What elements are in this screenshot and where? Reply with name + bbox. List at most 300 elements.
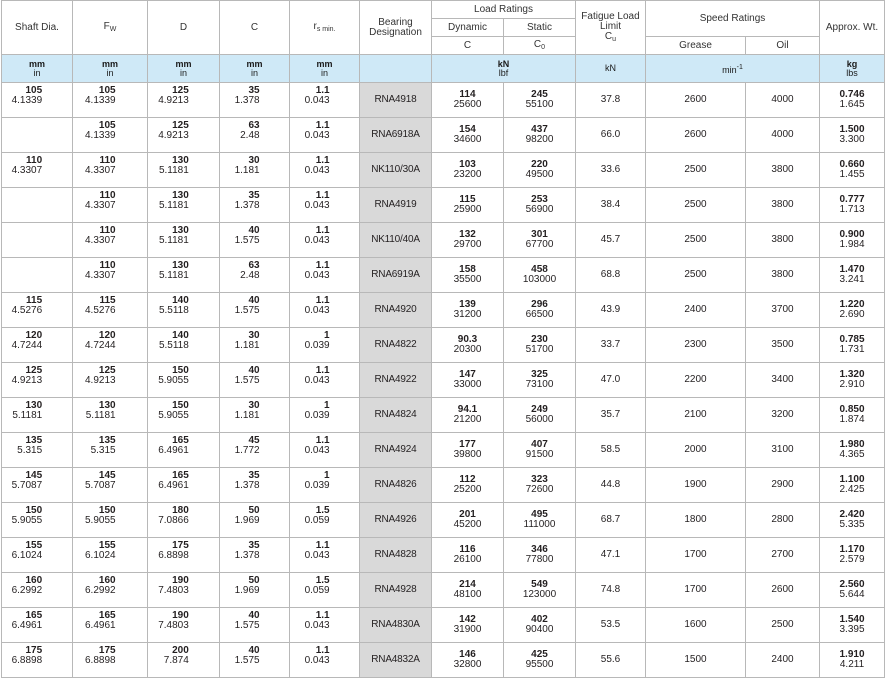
cell-static-c0-lbf: 98200 bbox=[525, 134, 554, 145]
cell-rs-min-imperial: 0.043 bbox=[304, 375, 330, 386]
cell-grease: 1700 bbox=[646, 573, 746, 608]
cell-fw-imperial: 6.2992 bbox=[85, 585, 116, 596]
cell-wt-lbs: 1.984 bbox=[839, 239, 865, 250]
cell-rs-min bbox=[290, 328, 360, 363]
cell-rs-min-imperial: 0.059 bbox=[304, 515, 330, 526]
cell-approx-wt bbox=[820, 293, 885, 328]
cell-rs-min-metric: 1.1 bbox=[315, 155, 330, 166]
header-speed-ratings: Speed Ratings bbox=[646, 1, 820, 37]
cell-d bbox=[148, 573, 220, 608]
cell-approx-wt bbox=[820, 188, 885, 223]
cell-d bbox=[148, 433, 220, 468]
cell-fw-imperial: 4.3307 bbox=[85, 270, 116, 281]
header-static-c0 bbox=[504, 37, 576, 55]
cell-shaft-dia bbox=[2, 118, 73, 153]
header-shaft-dia: Shaft Dia. bbox=[2, 1, 73, 55]
cell-c-imperial: 1.181 bbox=[234, 165, 260, 176]
unit-speed-sup: -1 bbox=[736, 63, 743, 71]
cell-bearing-designation: RNA4822 bbox=[360, 328, 432, 363]
cell-bearing-designation: RNA4918 bbox=[360, 83, 432, 118]
cell-wt-lbs: 2.579 bbox=[839, 554, 865, 565]
cell-static-c0 bbox=[504, 643, 576, 678]
table-row bbox=[2, 398, 885, 433]
cell-rs-min-metric: 1.1 bbox=[315, 190, 330, 201]
cell-shaft-dia bbox=[2, 293, 73, 328]
cell-c bbox=[220, 398, 290, 433]
cell-shaft-dia bbox=[2, 328, 73, 363]
cell-static-c0-kn: 245 bbox=[531, 89, 548, 100]
cell-shaft-dia bbox=[2, 188, 73, 223]
cell-rs-min-metric: 1.1 bbox=[315, 260, 330, 271]
cell-d-metric: 165 bbox=[172, 470, 189, 481]
header-static-c0-label: C bbox=[533, 39, 542, 50]
cell-static-c0 bbox=[504, 433, 576, 468]
cell-fw bbox=[73, 223, 148, 258]
cell-rs-min bbox=[290, 643, 360, 678]
cell-static-c0-lbf: 91500 bbox=[525, 449, 554, 460]
cell-fatigue-cu: 35.7 bbox=[576, 398, 646, 433]
cell-shaft-dia-imperial: 5.9055 bbox=[11, 515, 43, 526]
cell-c-imperial: 1.378 bbox=[234, 480, 260, 491]
unit-wt bbox=[820, 55, 885, 83]
table-row bbox=[2, 118, 885, 153]
header-fatigue-load-limit bbox=[576, 1, 646, 55]
cell-c-metric: 40 bbox=[248, 645, 260, 656]
table-row bbox=[2, 293, 885, 328]
cell-rs-min bbox=[290, 573, 360, 608]
cell-rs-min-imperial: 0.043 bbox=[304, 235, 330, 246]
cell-fw-imperial: 4.1339 bbox=[85, 95, 116, 106]
cell-d-metric: 125 bbox=[172, 85, 189, 96]
cell-dynamic-c bbox=[432, 118, 504, 153]
cell-static-c0 bbox=[504, 118, 576, 153]
cell-d-imperial: 5.1181 bbox=[158, 235, 189, 246]
cell-fw bbox=[73, 608, 148, 643]
cell-c bbox=[220, 643, 290, 678]
cell-fw-imperial: 4.3307 bbox=[85, 200, 116, 211]
cell-grease: 2000 bbox=[646, 433, 746, 468]
cell-d bbox=[148, 258, 220, 293]
cell-rs-min bbox=[290, 258, 360, 293]
cell-static-c0 bbox=[504, 328, 576, 363]
cell-fatigue-cu: 55.6 bbox=[576, 643, 646, 678]
cell-shaft-dia-metric: 120 bbox=[25, 330, 43, 341]
header-grease: Grease bbox=[646, 37, 746, 55]
cell-wt-lbs: 1.731 bbox=[839, 344, 865, 355]
cell-fw-metric: 155 bbox=[98, 540, 116, 551]
cell-dynamic-c bbox=[432, 468, 504, 503]
cell-static-c0-lbf: 73100 bbox=[525, 379, 554, 390]
cell-oil: 2600 bbox=[746, 573, 820, 608]
cell-fw bbox=[73, 573, 148, 608]
cell-shaft-dia-metric: 160 bbox=[25, 575, 43, 586]
cell-d-metric: 140 bbox=[172, 330, 189, 341]
cell-grease: 2500 bbox=[646, 153, 746, 188]
unit-fw bbox=[73, 55, 148, 83]
cell-fatigue-cu: 44.8 bbox=[576, 468, 646, 503]
cell-d-metric: 130 bbox=[172, 155, 189, 166]
cell-c bbox=[220, 538, 290, 573]
cell-shaft-dia-metric: 150 bbox=[25, 505, 43, 516]
cell-dynamic-c-lbf: 39800 bbox=[453, 449, 482, 460]
cell-grease: 2600 bbox=[646, 83, 746, 118]
cell-shaft-dia-metric: 165 bbox=[25, 610, 43, 621]
cell-dynamic-c bbox=[432, 258, 504, 293]
cell-wt-lbs: 3.300 bbox=[839, 134, 865, 145]
cell-shaft-dia-metric: 115 bbox=[26, 295, 43, 306]
cell-d-imperial: 7.4803 bbox=[158, 585, 189, 596]
cell-static-c0-lbf: 111000 bbox=[523, 519, 556, 530]
cell-dynamic-c-kn: 154 bbox=[459, 124, 476, 135]
cell-shaft-dia-imperial: 5.7087 bbox=[11, 480, 43, 491]
cell-wt-lbs: 1.455 bbox=[839, 169, 865, 180]
cell-c-imperial: 1.378 bbox=[234, 550, 260, 561]
cell-fw-metric: 130 bbox=[98, 400, 116, 411]
cell-static-c0-kn: 325 bbox=[531, 369, 548, 380]
bearing-spec-table bbox=[1, 0, 885, 678]
cell-c bbox=[220, 573, 290, 608]
cell-shaft-dia bbox=[2, 503, 73, 538]
cell-wt-lbs: 4.365 bbox=[839, 449, 865, 460]
cell-rs-min-metric: 1.1 bbox=[315, 85, 330, 96]
cell-fw-metric: 105 bbox=[98, 85, 116, 96]
cell-bearing-designation: RNA4924 bbox=[360, 433, 432, 468]
cell-fw-imperial: 6.4961 bbox=[85, 620, 116, 631]
cell-c bbox=[220, 503, 290, 538]
cell-shaft-dia bbox=[2, 433, 73, 468]
cell-static-c0-kn: 346 bbox=[531, 544, 548, 555]
cell-d bbox=[148, 293, 220, 328]
unit-shaft-in: in bbox=[33, 67, 41, 78]
cell-dynamic-c-lbf: 35500 bbox=[453, 274, 482, 285]
cell-c-metric: 45 bbox=[248, 435, 260, 446]
cell-fatigue-cu: 66.0 bbox=[576, 118, 646, 153]
cell-approx-wt bbox=[820, 503, 885, 538]
cell-shaft-dia bbox=[2, 538, 73, 573]
cell-static-c0-lbf: 77800 bbox=[525, 554, 554, 565]
unit-fatigue: kN bbox=[576, 55, 646, 83]
cell-dynamic-c-kn: 201 bbox=[459, 509, 476, 520]
cell-d-imperial: 6.4961 bbox=[158, 480, 189, 491]
cell-shaft-dia bbox=[2, 223, 73, 258]
cell-shaft-dia-imperial: 5.1181 bbox=[12, 410, 43, 421]
cell-dynamic-c bbox=[432, 608, 504, 643]
cell-dynamic-c-kn: 103 bbox=[459, 159, 476, 170]
cell-static-c0 bbox=[504, 153, 576, 188]
unit-rs bbox=[290, 55, 360, 83]
cell-fw-metric: 120 bbox=[98, 330, 116, 341]
cell-wt-kg: 0.746 bbox=[839, 89, 865, 100]
cell-dynamic-c-kn: 142 bbox=[459, 614, 476, 625]
cell-shaft-dia-imperial: 4.3307 bbox=[11, 165, 43, 176]
cell-fatigue-cu: 43.9 bbox=[576, 293, 646, 328]
cell-grease: 2200 bbox=[646, 363, 746, 398]
cell-shaft-dia bbox=[2, 608, 73, 643]
cell-rs-min-metric: 1.1 bbox=[315, 120, 330, 131]
cell-shaft-dia bbox=[2, 153, 73, 188]
cell-dynamic-c bbox=[432, 433, 504, 468]
cell-bearing-designation: RNA6918A bbox=[360, 118, 432, 153]
header-rs-label: r bbox=[313, 21, 317, 32]
cell-c-metric: 30 bbox=[248, 155, 260, 166]
cell-shaft-dia-metric bbox=[2, 223, 42, 226]
cell-fw-imperial: 4.1339 bbox=[85, 130, 116, 141]
cell-static-c0-kn: 230 bbox=[531, 334, 548, 345]
cell-fw bbox=[73, 258, 148, 293]
table-row bbox=[2, 83, 885, 118]
cell-oil: 3400 bbox=[746, 363, 820, 398]
cell-fw-imperial: 5.315 bbox=[90, 445, 116, 456]
cell-fw bbox=[73, 118, 148, 153]
cell-approx-wt bbox=[820, 398, 885, 433]
cell-rs-min-metric: 1 bbox=[324, 330, 330, 341]
cell-static-c0-kn: 253 bbox=[531, 194, 548, 205]
cell-dynamic-c-kn: 158 bbox=[459, 264, 476, 275]
cell-wt-kg: 1.500 bbox=[839, 124, 865, 135]
unit-d-in: in bbox=[179, 67, 187, 78]
cell-approx-wt bbox=[820, 328, 885, 363]
header-fatigue-label: Fatigue Load Limit bbox=[581, 11, 640, 32]
cell-d-imperial: 7.874 bbox=[163, 655, 189, 666]
cell-fw-metric: 110 bbox=[99, 225, 116, 236]
cell-shaft-dia-metric: 135 bbox=[25, 435, 43, 446]
cell-static-c0-kn: 425 bbox=[531, 649, 548, 660]
cell-c-imperial: 1.181 bbox=[234, 340, 260, 351]
cell-c-imperial: 1.575 bbox=[234, 235, 260, 246]
cell-c-metric: 35 bbox=[248, 85, 260, 96]
cell-d bbox=[148, 538, 220, 573]
cell-wt-kg: 2.420 bbox=[839, 509, 865, 520]
cell-rs-min-imperial: 0.039 bbox=[304, 480, 330, 491]
unit-wt-kg: kg bbox=[846, 58, 858, 69]
cell-shaft-dia bbox=[2, 398, 73, 433]
cell-c-imperial: 1.772 bbox=[234, 445, 260, 456]
cell-rs-min-imperial: 0.039 bbox=[304, 410, 330, 421]
unit-load-lbf: lbf bbox=[498, 67, 509, 78]
header-approx-wt: Approx. Wt. bbox=[820, 1, 885, 55]
cell-c bbox=[220, 363, 290, 398]
table-row bbox=[2, 503, 885, 538]
cell-wt-lbs: 5.644 bbox=[839, 589, 865, 600]
cell-c-metric: 35 bbox=[248, 190, 260, 201]
cell-dynamic-c bbox=[432, 573, 504, 608]
cell-wt-kg: 1.470 bbox=[839, 264, 865, 275]
cell-approx-wt bbox=[820, 538, 885, 573]
cell-dynamic-c-lbf: 25600 bbox=[453, 99, 482, 110]
cell-dynamic-c-lbf: 26100 bbox=[453, 554, 482, 565]
cell-dynamic-c-lbf: 31900 bbox=[453, 624, 482, 635]
cell-wt-lbs: 3.395 bbox=[839, 624, 865, 635]
cell-d-imperial: 5.9055 bbox=[158, 410, 189, 421]
cell-dynamic-c-lbf: 34600 bbox=[453, 134, 482, 145]
cell-fw-imperial: 6.8898 bbox=[85, 655, 116, 666]
cell-oil: 4000 bbox=[746, 118, 820, 153]
cell-c bbox=[220, 433, 290, 468]
cell-rs-min-metric: 1.1 bbox=[315, 645, 330, 656]
cell-d-imperial: 5.9055 bbox=[158, 375, 189, 386]
cell-oil: 2700 bbox=[746, 538, 820, 573]
table-row bbox=[2, 363, 885, 398]
cell-static-c0 bbox=[504, 503, 576, 538]
cell-fw-metric: 115 bbox=[99, 295, 116, 306]
cell-c-metric: 50 bbox=[248, 575, 260, 586]
cell-wt-kg: 1.320 bbox=[839, 369, 865, 380]
header-fatigue-cu bbox=[576, 32, 645, 43]
cell-static-c0-lbf: 67700 bbox=[525, 239, 554, 250]
cell-c-metric: 35 bbox=[248, 470, 260, 481]
cell-rs-min bbox=[290, 153, 360, 188]
cell-rs-min-imperial: 0.059 bbox=[304, 585, 330, 596]
cell-static-c0-kn: 437 bbox=[531, 124, 548, 135]
cell-d-imperial: 5.1181 bbox=[158, 270, 189, 281]
cell-dynamic-c-kn: 139 bbox=[459, 299, 476, 310]
cell-fatigue-cu: 53.5 bbox=[576, 608, 646, 643]
cell-d-metric: 175 bbox=[172, 540, 189, 551]
cell-oil: 2400 bbox=[746, 643, 820, 678]
cell-fatigue-cu: 37.8 bbox=[576, 83, 646, 118]
unit-rs-in: in bbox=[320, 67, 328, 78]
cell-d-metric: 150 bbox=[172, 365, 189, 376]
cell-oil: 2500 bbox=[746, 608, 820, 643]
cell-d bbox=[148, 643, 220, 678]
cell-d-imperial: 4.9213 bbox=[158, 130, 189, 141]
cell-fatigue-cu: 74.8 bbox=[576, 573, 646, 608]
cell-grease: 2500 bbox=[646, 223, 746, 258]
unit-wt-lbs: lbs bbox=[846, 67, 858, 78]
cell-d bbox=[148, 83, 220, 118]
table-row bbox=[2, 468, 885, 503]
cell-fw-imperial: 5.1181 bbox=[85, 410, 116, 421]
cell-d bbox=[148, 188, 220, 223]
cell-shaft-dia-imperial: 6.1024 bbox=[11, 550, 43, 561]
cell-c-imperial: 1.575 bbox=[234, 620, 260, 631]
cell-shaft-dia-imperial: 6.8898 bbox=[11, 655, 43, 666]
cell-static-c0-kn: 296 bbox=[531, 299, 548, 310]
header-fatigue-cu-label: C bbox=[604, 31, 613, 42]
cell-bearing-designation: RNA4826 bbox=[360, 468, 432, 503]
cell-dynamic-c-lbf: 20300 bbox=[453, 344, 482, 355]
cell-c-imperial: 1.378 bbox=[234, 95, 260, 106]
cell-rs-min-metric: 1.1 bbox=[315, 365, 330, 376]
cell-dynamic-c-kn: 94.1 bbox=[457, 404, 478, 415]
cell-shaft-dia-metric bbox=[2, 188, 42, 191]
cell-static-c0-kn: 301 bbox=[531, 229, 548, 240]
cell-wt-kg: 0.900 bbox=[839, 229, 865, 240]
cell-dynamic-c-lbf: 23200 bbox=[453, 169, 482, 180]
cell-oil: 4000 bbox=[746, 83, 820, 118]
cell-shaft-dia-metric: 110 bbox=[26, 155, 43, 166]
unit-shaft-mm: mm bbox=[28, 58, 45, 69]
header-static: Static bbox=[504, 19, 576, 37]
cell-static-c0-lbf: 56900 bbox=[525, 204, 554, 215]
cell-d-metric: 180 bbox=[172, 505, 189, 516]
cell-fatigue-cu: 68.8 bbox=[576, 258, 646, 293]
cell-dynamic-c-kn: 114 bbox=[459, 89, 476, 100]
unit-rs-mm: mm bbox=[316, 58, 333, 69]
cell-fw bbox=[73, 328, 148, 363]
cell-static-c0 bbox=[504, 188, 576, 223]
cell-rs-min bbox=[290, 608, 360, 643]
cell-bearing-designation: RNA4920 bbox=[360, 293, 432, 328]
cell-fw-metric: 175 bbox=[98, 645, 116, 656]
header-load-ratings: Load Ratings bbox=[432, 1, 576, 19]
unit-shaft bbox=[2, 55, 73, 83]
cell-shaft-dia-imperial: 4.7244 bbox=[11, 340, 43, 351]
cell-d bbox=[148, 223, 220, 258]
cell-c bbox=[220, 608, 290, 643]
cell-shaft-dia bbox=[2, 573, 73, 608]
cell-rs-min-imperial: 0.043 bbox=[304, 620, 330, 631]
unit-designation bbox=[360, 55, 432, 83]
cell-wt-lbs: 3.241 bbox=[839, 274, 865, 285]
cell-d bbox=[148, 608, 220, 643]
cell-wt-kg: 1.220 bbox=[839, 299, 865, 310]
cell-static-c0-lbf: 55100 bbox=[525, 99, 554, 110]
cell-fw-metric: 110 bbox=[99, 155, 116, 166]
cell-fw bbox=[73, 468, 148, 503]
cell-d bbox=[148, 503, 220, 538]
cell-static-c0 bbox=[504, 258, 576, 293]
cell-c-metric: 40 bbox=[248, 365, 260, 376]
cell-d-imperial: 4.9213 bbox=[158, 95, 189, 106]
cell-rs-min-metric: 1.5 bbox=[315, 575, 330, 586]
cell-dynamic-c bbox=[432, 363, 504, 398]
cell-dynamic-c bbox=[432, 643, 504, 678]
cell-rs-min bbox=[290, 398, 360, 433]
cell-fw bbox=[73, 433, 148, 468]
cell-d bbox=[148, 363, 220, 398]
cell-static-c0 bbox=[504, 608, 576, 643]
cell-fw-metric: 125 bbox=[98, 365, 116, 376]
cell-d-metric: 165 bbox=[172, 435, 189, 446]
cell-bearing-designation: RNA4919 bbox=[360, 188, 432, 223]
cell-rs-min bbox=[290, 538, 360, 573]
cell-c bbox=[220, 223, 290, 258]
cell-d-imperial: 7.0866 bbox=[158, 515, 189, 526]
cell-static-c0-lbf: 103000 bbox=[522, 274, 557, 285]
cell-dynamic-c bbox=[432, 293, 504, 328]
cell-c-metric: 40 bbox=[248, 610, 260, 621]
cell-wt-lbs: 2.910 bbox=[839, 379, 865, 390]
cell-rs-min-metric: 1.1 bbox=[315, 435, 330, 446]
cell-static-c0-lbf: 51700 bbox=[525, 344, 554, 355]
cell-static-c0-lbf: 49500 bbox=[525, 169, 554, 180]
cell-rs-min-metric: 1.1 bbox=[315, 540, 330, 551]
header-fatigue-cu-sub: u bbox=[612, 36, 617, 43]
cell-c-metric: 63 bbox=[248, 260, 260, 271]
cell-oil: 3700 bbox=[746, 293, 820, 328]
unit-c bbox=[220, 55, 290, 83]
cell-shaft-dia-imperial: 5.315 bbox=[17, 445, 43, 456]
cell-grease: 1500 bbox=[646, 643, 746, 678]
cell-oil: 3800 bbox=[746, 153, 820, 188]
header-rs-sub: s min. bbox=[316, 26, 336, 33]
table-row bbox=[2, 153, 885, 188]
cell-dynamic-c-lbf: 33000 bbox=[453, 379, 482, 390]
cell-approx-wt bbox=[820, 83, 885, 118]
cell-approx-wt bbox=[820, 363, 885, 398]
cell-rs-min-imperial: 0.039 bbox=[304, 340, 330, 351]
table-row bbox=[2, 573, 885, 608]
cell-static-c0 bbox=[504, 223, 576, 258]
cell-oil: 2800 bbox=[746, 503, 820, 538]
cell-bearing-designation: NK110/40A bbox=[360, 223, 432, 258]
cell-fw bbox=[73, 153, 148, 188]
cell-wt-kg: 1.100 bbox=[839, 474, 865, 485]
cell-bearing-designation: RNA4832A bbox=[360, 643, 432, 678]
cell-d-imperial: 7.4803 bbox=[158, 620, 189, 631]
cell-dynamic-c-lbf: 32800 bbox=[453, 659, 482, 670]
